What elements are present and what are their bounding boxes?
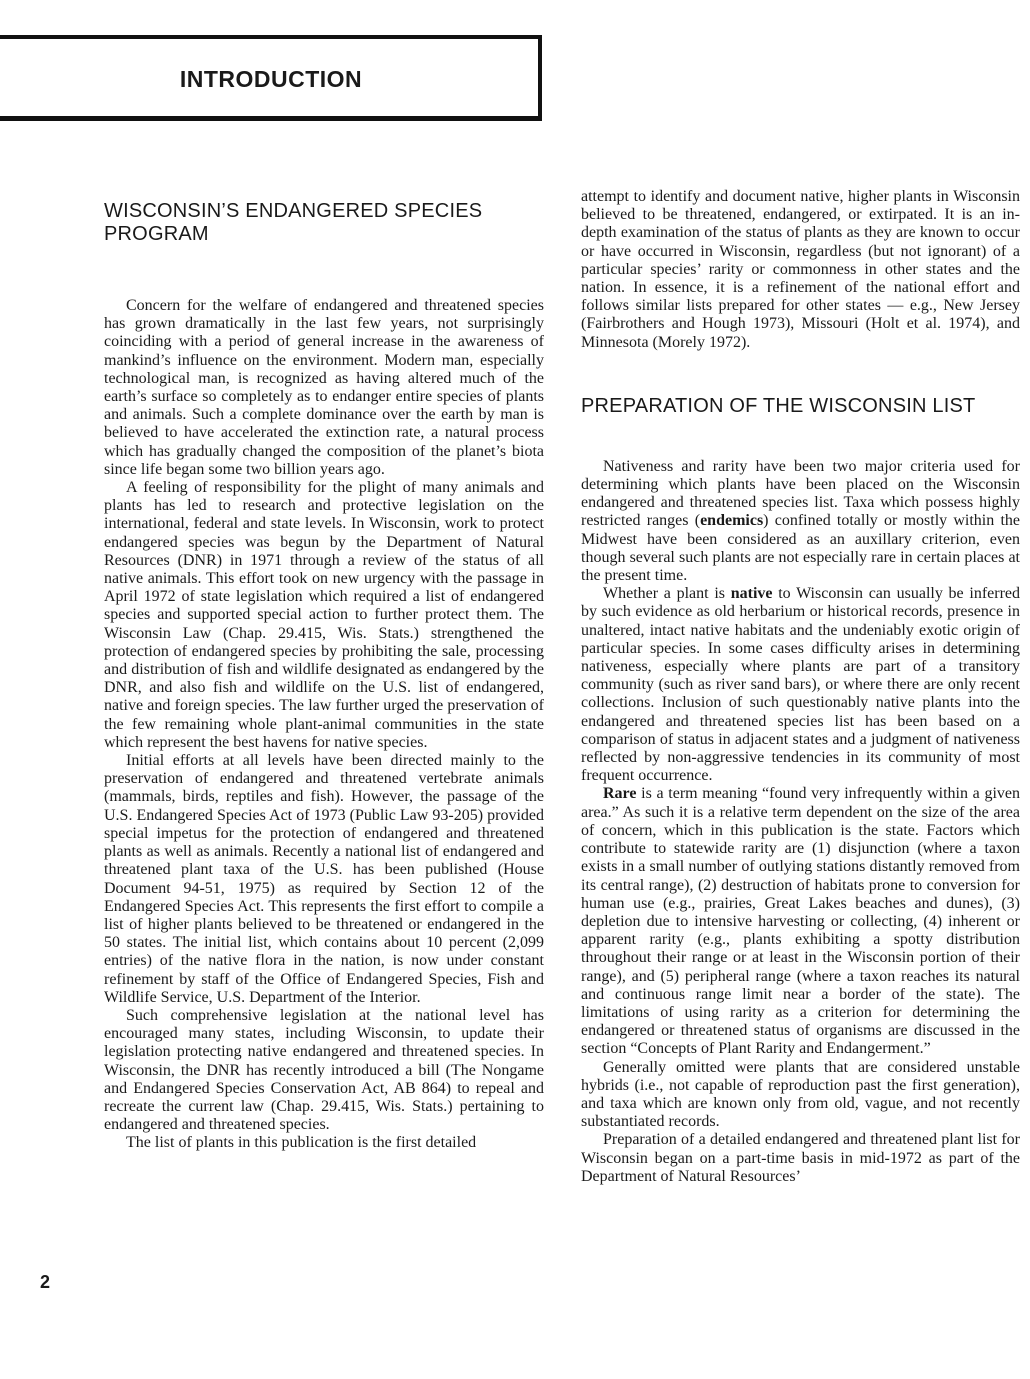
paragraph-rare — [581, 785, 1020, 1058]
paragraph-continuation: attempt to identify and document native, higher plants in Wisconsin believed to be threatened, endangered, or extirpated. It is an in-depth examination of the status of plants as they are known to occur or have occurred in Wisconsin, regardless (but not ignorant) of a particular species’ rarity or commonness in other states and the nation. In essence, it is a refinement of the national effort and follows similar lists prepared for other states — e.g., New Jersey (Fairbrothers and Hough 1973), Missouri (Holt et al. 1974), and Minnesota (Morely 1972). — [581, 188, 1020, 351]
paragraph: A feeling of responsibility for the plight of many animals and plants has led to research and protective legislation on the international, federal and state levels. In Wisconsin, work to protect endangered species was begun by the Department of Natural Resources (DNR) in 1971 through a review of the status of all native animals. This effort took on new urgency with the passage in April 1972 of state legislation which required a list of endangered species and supported special action to further protect them. The Wisconsin Law (Chap. 29.415, Wis. Stats.) strengthened the protection of endangered species by prohibiting the sale, processing and distribution of fish and wildlife designated as endangered by the DNR, and also fish and wildlife on the U.S. list of endangered, native and foreign species. The law further urged the preservation of the few remaining whole plant-animal communities in the state which represent the best havens for native species. — [104, 479, 544, 751]
text-run: Nativeness and rarity have been two major criteria used for determining which plants have been placed on the Wisconsin endangered and threatened species list. Taxa which possess highly restricted ranges ( — [581, 457, 1020, 530]
page-title: INTRODUCTION — [179, 66, 363, 92]
right-column — [581, 188, 1020, 1186]
paragraph-native — [581, 585, 1020, 785]
section-heading-preparation: PREPARATION OF THE WISCONSIN LIST — [581, 394, 976, 417]
text-run: to Wisconsin can usually be inferred by such evidence as old herbarium or historical records, presence in unaltered, intact native habitats and the undeniably exotic origin of particular species. In some cases difficulty arises in determining nativeness, especially where plants are part of a transitory community (such as river sand bars), or where there are only recent collections. Inclusion of such questionably native plants into the endangered and threatened species list has been based on a comparison of status in adjacent states and a judgment of nativeness reflected by non-aggressive tendencies in its community of most frequent occurrence. — [581, 585, 1021, 785]
paragraph: The list of plants in this publication is the first detailed — [126, 1134, 477, 1152]
left-column — [104, 200, 544, 1153]
text-run: Whether a plant is — [603, 585, 731, 603]
paragraph: Preparation of a detailed endangered and threatened plant list for Wisconsin began on a part-time basis in mid-1972 as part of the Department of Natural Resources’ — [581, 1131, 1020, 1185]
term-rare: Rare — [603, 785, 637, 803]
page-number: 2 — [40, 1272, 51, 1292]
paragraph: Generally omitted were plants that are considered unstable hybrids (i.e., not capable of reproduction past the first generation), and taxa which are known only from old, vague, and not recently substantiated records. — [581, 1058, 1020, 1131]
section-heading-program: WISCONSIN’S ENDANGERED SPECIES PROGRAM — [104, 200, 483, 245]
paragraph-nativeness-rarity — [581, 458, 1020, 585]
paragraph: Such comprehensive legislation at the national level has encouraged many states, including Wisconsin, to update their legislation protecting native endangered and threatened species. In Wisconsin, the DNR has recently introduced a bill (The Nongame and Endangered Species Conservation Act, AB 864) to repeal and recreate the current law (Chap. 29.415, Wis. Stats.) pertaining to endangered and threatened species. — [104, 1006, 544, 1134]
term-native: native — [730, 585, 773, 603]
paragraph: Concern for the welfare of endangered and threatened species has grown dramatically in the last few years, not surprisingly coinciding with a period of general increase in the awareness of mankind’s influence on the environment. Modern man, especially technological man, is recognized as having altered much of the earth’s surface so completely as to endanger entire species of plants and animals. Such a complete dominance over the earth by man is believed to have accelerated the extinction rate, a natural process which has gradually changed the composition of the planet’s biota since life began some two billion years ago. — [104, 297, 544, 478]
text-run: is a term meaning “found very infrequently within a given area.” As such it is a relative term dependent on the size of the area of concern, which in this publication is the state. Factors which contribute to statewide rarity are (1) disjunction (where a taxon exists in a small number of outlying stations distantly removed from its central range), (2) destruction of habitats prone to conversion for human use (e.g., prairies, Great Lakes beaches and dunes), (3) depletion due to intensive harvesting or collecting, (4) inherent or apparent rarity (e.g., plants exhibiting a spotty distribution throughout their range or at least in the Wisconsin portion of their range), and (5) peripheral range (where a taxon reaches its natural and continuous range limit near a border of the state). The limitations of using rarity as a criterion for determining the endangered or threatened status of organisms are discussed in the section “Concepts of Plant Rarity and Endangerment.” — [581, 785, 1020, 1058]
paragraph: Initial efforts at all levels have been directed mainly to the preservation of endangered and threatened vertebrate animals (mammals, birds, reptiles and fish). However, the passage of the U.S. Endangered Species Act of 1973 (Public Law 93-205) provided special impetus for the protection of endangered and threatened plants as well as animals. Recently a national list of endangered and threatened plant taxa of the U.S. has been published (House Document 94-51, 1975) as required by Section 12 of the Endangered Species Act. This represents the first effort to compile a list of higher plants believed to be threatened or endangered in the 50 states. The initial list, which contains about 10 percent (2,099 entries) of the native flora in the nation, is now under constant refinement by staff of the Office of Endangered Species, Fish and Wildlife Service, U.S. Department of the Interior. — [104, 752, 544, 1006]
text-run: ) confined totally or mostly within the Midwest have been considered as an auxillary criterion, even though several such plants are not especially rare in certain places at the present time. — [581, 512, 1021, 585]
term-endemics: endemics — [700, 512, 764, 530]
